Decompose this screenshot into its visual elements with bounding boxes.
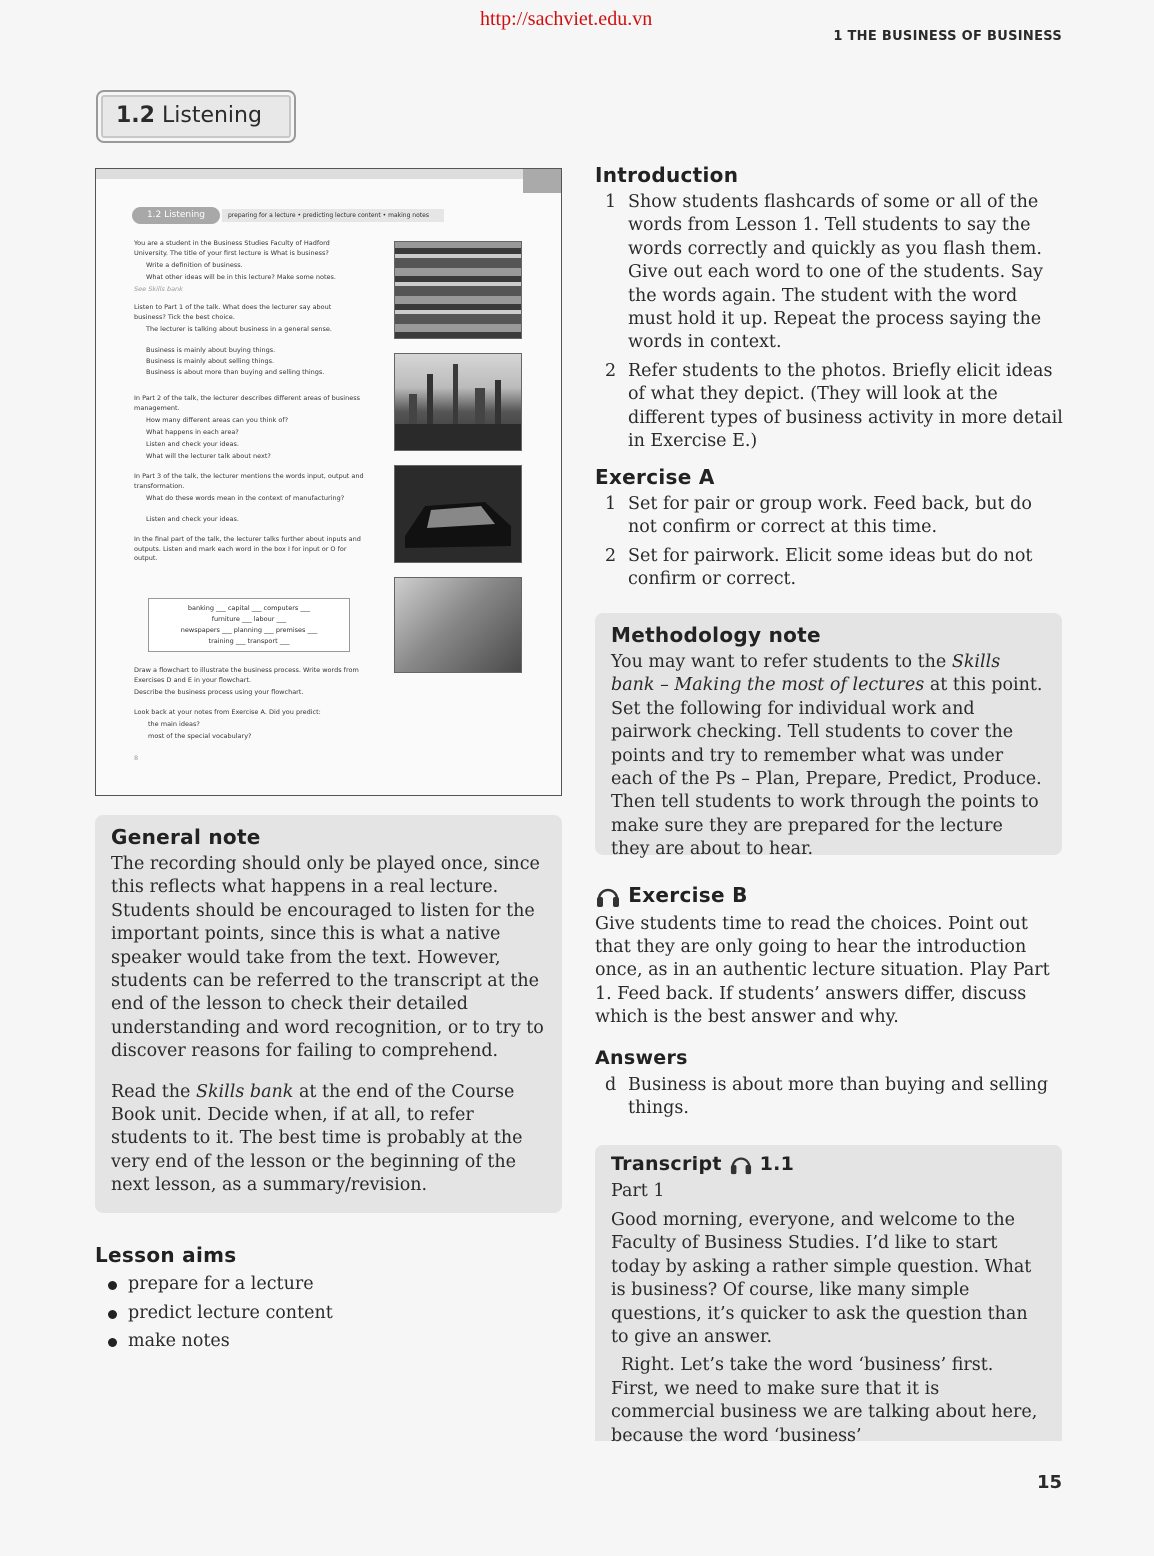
text-run: at the end of the Course Book unit. Decide when, if at all, to refer students to it. The best time is probably at the very end of the lesson or the beginning of the next lesson, as a summary/revision. xyxy=(111,1081,523,1196)
lesson-number: 1.2 xyxy=(116,103,155,128)
thumb-line: In the final part of the talk, the lecturer talks further about inputs and outputs. Listen and mark each word in the box I for input or O for output. xyxy=(134,535,361,562)
methodology-note-box xyxy=(595,613,1062,860)
exercise-b-text: Give students time to read the choices. Point out that they are only going to hear the introduction once, as in an authentic lecture situation. Play Part 1. Feed back. If students’ answers differ, discuss which is the best answer and why. xyxy=(595,913,1050,1028)
thumb-vocab-line: banking ___ capital ___ computers ___ xyxy=(187,604,311,612)
general-note-heading: General note xyxy=(111,825,261,849)
thumb-corner-tab xyxy=(523,169,561,193)
thumb-vocab-line: furniture ___ labour ___ xyxy=(211,615,287,623)
text-run: Read the xyxy=(111,1081,196,1102)
exercise-a-heading: Exercise A xyxy=(595,465,715,489)
photo-people-working xyxy=(394,577,522,673)
thumb-line: Business is about more than buying and selling things. xyxy=(146,368,325,376)
item-letter: d xyxy=(605,1075,617,1095)
text-run: at this point. xyxy=(924,675,1043,696)
thumb-line: In Part 3 of the talk, the lecturer mentions the words input, output and transformation. xyxy=(134,472,364,490)
answers-heading: Answers xyxy=(595,1047,688,1069)
item-number: 1 xyxy=(605,494,617,514)
exercise-b-section xyxy=(595,883,1065,1030)
thumb-vocab-line: newspapers ___ planning ___ premises ___ xyxy=(180,626,318,634)
thumb-line: Business is mainly about buying things. xyxy=(146,346,276,354)
thumb-line: What will the lecturer talk about next? xyxy=(146,452,271,460)
introduction-list xyxy=(595,191,1065,453)
list-item xyxy=(595,360,1065,454)
answers-section xyxy=(595,1047,1065,1126)
thumb-line: Write a definition of business. xyxy=(146,261,243,269)
source-url[interactable]: http://sachviet.edu.vn xyxy=(480,8,653,30)
headphones-icon xyxy=(729,1154,753,1176)
thumb-line: The lecturer is talking about business in a general sense. xyxy=(146,325,332,333)
item-text: Refer students to the photos. Briefly elicit ideas of what they depict. (They will look at the different types of business activity in more detail in Exercise E.) xyxy=(628,360,1063,452)
item-text: Set for pair or group work. Feed back, but do not confirm or correct at this time. xyxy=(628,494,1032,538)
list-item xyxy=(595,191,1065,355)
thumb-exercises-a-e xyxy=(134,239,364,565)
lesson-tab xyxy=(96,90,296,143)
list-item xyxy=(595,493,1065,540)
thumb-line: You are a student in the Business Studies Faculty of Hadford University. The title of your first lecture is What is business? xyxy=(134,239,330,257)
lesson-name: Listening xyxy=(161,103,262,128)
photo-factory xyxy=(394,353,522,451)
list-item: make notes xyxy=(95,1327,562,1356)
thumb-top-bar xyxy=(96,169,523,179)
transcript-track: 1.1 xyxy=(759,1153,795,1175)
methodology-paragraph-1 xyxy=(611,651,1046,698)
thumb-subtitle: preparing for a lecture • predicting lecture content • making notes xyxy=(222,209,444,222)
thumb-line: How many different areas can you think of? xyxy=(146,416,289,424)
transcript-paragraph-2: Right. Let’s take the word ‘business’ first. First, we need to make sure that it is commercial business we are talking about here, because the word ‘business’ xyxy=(611,1355,1038,1446)
thumb-line: Look back at your notes from Exercise A. Did you predict: xyxy=(134,708,321,716)
general-note-paragraph-2 xyxy=(111,1081,546,1198)
page-number: 15 xyxy=(1036,1472,1062,1493)
lesson-aims-heading: Lesson aims xyxy=(95,1243,237,1267)
item-text: Business is about more than buying and selling things. xyxy=(628,1075,1049,1119)
general-note-paragraph-1: The recording should only be played once, since this reflects what happens in a real lecture. Students should be encouraged to listen for the important points, since this is what a native speaker would take from the text. However, students can be referred to the transcript at the end of the lesson to check their detailed understanding and word recognition, or to try to discover reasons for failing to comprehend. xyxy=(111,854,544,1062)
introduction-heading: Introduction xyxy=(595,163,739,187)
skills-bank-reference: Skills bank – Making the most of lectures xyxy=(611,652,1001,696)
coursebook-page-thumbnail xyxy=(95,168,562,796)
list-item: prepare for a lecture xyxy=(95,1270,562,1299)
transcript-box xyxy=(595,1145,1062,1446)
exercise-b-heading: Exercise B xyxy=(628,883,748,907)
thumb-line: most of the special vocabulary? xyxy=(148,732,252,740)
thumb-line: See Skills bank xyxy=(134,285,183,293)
thumb-vocab-box xyxy=(148,598,350,652)
lesson-aims-list xyxy=(95,1270,562,1356)
answers-list xyxy=(595,1074,1065,1121)
methodology-note-heading: Methodology note xyxy=(611,623,821,647)
exercise-b-heading-row xyxy=(595,883,1065,909)
list-item: predict lecture content xyxy=(95,1299,562,1328)
transcript-heading: Transcript xyxy=(611,1153,722,1175)
transcript-part: Part 1 xyxy=(611,1180,665,1201)
headphones-icon xyxy=(595,885,621,909)
thumb-line: Listen to Part 1 of the talk. What does the lecturer say about business? Tick the best choice. xyxy=(134,303,332,321)
thumb-vocab-line: training ___ transport ___ xyxy=(208,637,290,645)
running-head: 1 THE BUSINESS OF BUSINESS xyxy=(833,29,1062,44)
transcript-heading-row xyxy=(611,1153,1046,1176)
list-item xyxy=(595,1074,1065,1121)
transcript-paragraph-1: Good morning, everyone, and welcome to the Faculty of Business Studies. I’d like to start today by asking a rather simple question. What is business? Of course, like many simple questions, it’s quicker to ask the question than to give an answer. xyxy=(611,1209,1032,1347)
text-run: You may want to refer students to the xyxy=(611,652,952,672)
thumb-line: Listen and check your ideas. xyxy=(146,440,239,448)
item-text: Set for pairwork. Elicit some ideas but do not confirm or correct. xyxy=(628,545,1033,590)
thumb-line: What happens in each area? xyxy=(146,428,239,436)
thumb-line: Business is mainly about selling things. xyxy=(146,357,275,365)
lesson-aims-section xyxy=(95,1243,562,1356)
thumb-line: Listen and check your ideas. xyxy=(146,515,239,523)
lesson-title xyxy=(116,103,262,128)
introduction-section xyxy=(595,163,1065,458)
exercise-a-section xyxy=(595,465,1065,597)
thumb-line: Describe the business process using your flowchart. xyxy=(134,688,304,696)
exercise-a-list xyxy=(595,493,1065,592)
item-number: 2 xyxy=(605,545,617,566)
thumb-line: Draw a flowchart to illustrate the business process. Write words from Exercises D and E in your flowchart. xyxy=(134,666,359,684)
photo-supermarket-shelves xyxy=(394,241,522,339)
item-number: 1 xyxy=(605,192,617,212)
thumb-lesson-pill: 1.2 Listening xyxy=(132,207,220,224)
thumb-line: the main ideas? xyxy=(148,720,200,728)
thumb-line: What other ideas will be in this lecture? Make some notes. xyxy=(146,273,336,281)
thumb-exercises-f-h xyxy=(134,666,364,764)
item-text: Show students flashcards of some or all of the words from Lesson 1. Tell students to say the words correctly and quickly as you flash them. Give out each word to one of the students. Say the words again. The student with the word must hold it up. Repeat the process saying the words in context. xyxy=(628,192,1044,353)
thumb-line: In Part 2 of the talk, the lecturer describes different areas of business management. xyxy=(134,394,360,412)
photo-car xyxy=(394,465,522,563)
skills-bank-reference: Skills bank xyxy=(195,1081,294,1102)
thumb-line: What do these words mean in the context of manufacturing? xyxy=(146,494,345,502)
thumb-page-number: 8 xyxy=(134,754,139,762)
general-note-box xyxy=(95,815,562,1213)
methodology-paragraph-2: Set the following for individual work and pairwork checking. Tell students to cover the points and try to remember what was under each of the Ps – Plan, Prepare, Predict, Produce. Then tell students to work through the points to make sure they are prepared for the lecture they are about to hear. xyxy=(611,698,1042,860)
list-item xyxy=(595,545,1065,592)
item-number: 2 xyxy=(605,360,617,381)
